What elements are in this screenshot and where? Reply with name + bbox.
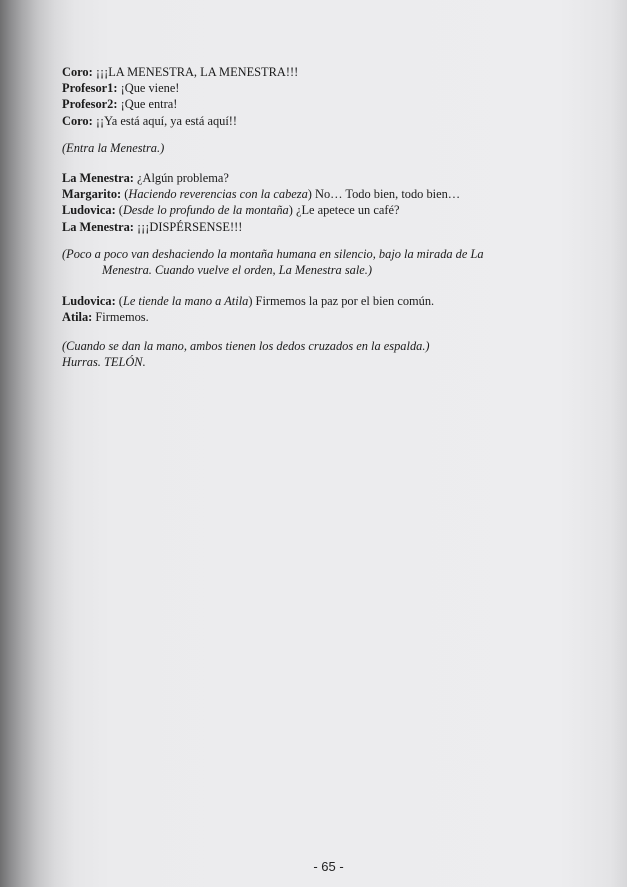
speaker-name: La Menestra: — [62, 171, 134, 185]
dialogue-line — [62, 309, 562, 325]
dialogue-line — [62, 96, 562, 112]
speaker-name: Atila: — [62, 310, 93, 325]
line-text: ¡¡¡LA MENESTRA, LA MENESTRA!!! — [92, 65, 299, 79]
dialogue-line — [62, 113, 562, 129]
paren-open: ( — [115, 294, 123, 308]
stage-direction — [62, 338, 562, 370]
stage-direction-text: (Poco a poco van deshaciendo la montaña humana en silencio, bajo la mirada de La — [62, 247, 484, 261]
stage-direction-text: Menestra. Cuando vuelve el orden, La Menestra sale.) — [102, 263, 373, 278]
inline-direction: Desde lo profundo de la montaña — [122, 203, 289, 218]
line-text: ¿Algún problema? — [133, 171, 229, 185]
line-text: ¡Que viene! — [117, 81, 180, 96]
dialogue-block-peace — [62, 293, 562, 325]
line-text: ¡¡Ya está aquí, ya está aquí!! — [92, 113, 238, 128]
dialogue-line — [62, 293, 562, 309]
dialogue-line — [62, 219, 562, 235]
stage-direction — [62, 140, 562, 156]
speaker-name: Ludovica: — [62, 203, 116, 218]
dialogue-line — [62, 170, 562, 186]
speaker-name: Profesor1: — [62, 81, 118, 96]
dialogue-block-menestra — [62, 170, 562, 235]
line-text: ¡Que entra! — [117, 97, 178, 112]
dialogue-line — [62, 64, 562, 80]
speaker-name: Coro: — [62, 65, 93, 79]
page-number: - 65 - — [313, 859, 344, 874]
dialogue-block-entrance — [62, 64, 562, 129]
stage-direction-text: (Cuando se dan la mano, ambos tienen los dedos cruzados en la espalda.) — [62, 339, 430, 353]
dialogue-line — [62, 80, 562, 96]
paren-open: ( — [115, 203, 123, 218]
dialogue-line — [62, 186, 562, 202]
paren-open: ( — [121, 187, 129, 202]
line-text: Firmemos. — [92, 310, 149, 325]
speaker-name: Coro: — [62, 113, 93, 128]
stage-direction-text: (Entra la Menestra.) — [62, 141, 165, 155]
speaker-name: Profesor2: — [62, 97, 118, 112]
stage-direction — [62, 246, 562, 278]
inline-direction: Le tiende la mano a Atila — [122, 294, 249, 308]
inline-direction: Haciendo reverencias con la cabeza — [128, 187, 308, 202]
speaker-name: Ludovica: — [62, 294, 116, 308]
line-text: ) Firmemos la paz por el bien común. — [248, 294, 435, 308]
line-text: ) ¿Le apetece un café? — [288, 203, 400, 218]
dialogue-line — [62, 202, 562, 218]
speaker-name: La Menestra: — [62, 219, 134, 234]
line-text: ) No… Todo bien, todo bien… — [307, 187, 461, 202]
speaker-name: Margarito: — [62, 187, 122, 202]
line-text: ¡¡¡DISPÉRSENSE!!! — [133, 219, 243, 234]
stage-direction-text: Hurras. TELÓN. — [62, 355, 146, 370]
